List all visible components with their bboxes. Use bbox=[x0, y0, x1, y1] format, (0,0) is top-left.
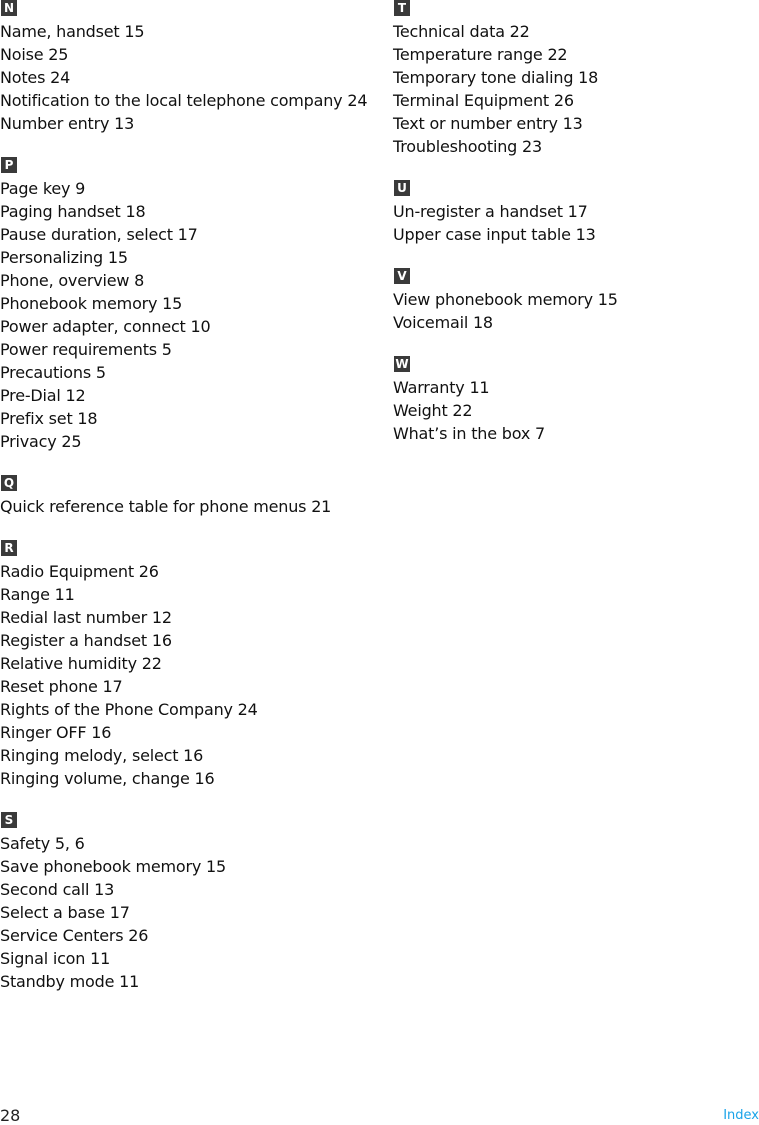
letter-row bbox=[393, 180, 759, 200]
section-title: Index bbox=[723, 1108, 759, 1123]
letter-badge: V bbox=[394, 268, 410, 284]
index-entry: Notes 24 bbox=[0, 68, 71, 87]
index-entry: Rights of the Phone Company 24 bbox=[0, 700, 258, 719]
index-entry: Pre-Dial 12 bbox=[0, 386, 86, 405]
index-entry: Technical data 22 bbox=[393, 22, 530, 41]
index-entry: Quick reference table for phone menus 21 bbox=[0, 497, 332, 516]
index-column-right bbox=[393, 0, 759, 467]
index-entry: Phone, overview 8 bbox=[0, 271, 145, 290]
index-entry: Power requirements 5 bbox=[0, 340, 172, 359]
index-entry: Troubleshooting 23 bbox=[393, 137, 542, 156]
page-number: 28 bbox=[0, 1106, 21, 1125]
index-entry: Service Centers 26 bbox=[0, 926, 149, 945]
index-section-n bbox=[0, 0, 390, 135]
letter-row bbox=[393, 0, 759, 20]
index-section-t bbox=[393, 0, 759, 158]
index-entry: Safety 5, 6 bbox=[0, 834, 85, 853]
index-entry: Reset phone 17 bbox=[0, 677, 123, 696]
index-entry: Signal icon 11 bbox=[0, 949, 111, 968]
letter-badge: Q bbox=[1, 475, 17, 491]
index-section-v bbox=[393, 268, 759, 334]
index-entry: Terminal Equipment 26 bbox=[393, 91, 574, 110]
index-section-u bbox=[393, 180, 759, 246]
index-entry: Prefix set 18 bbox=[0, 409, 98, 428]
letter-badge: W bbox=[395, 357, 409, 371]
index-section-r bbox=[0, 540, 390, 790]
index-entry: Range 11 bbox=[0, 585, 75, 604]
index-entry: Precautions 5 bbox=[0, 363, 106, 382]
index-entry: Voicemail 18 bbox=[393, 313, 493, 332]
index-entry: Paging handset 18 bbox=[0, 202, 146, 221]
index-entry: What’s in the box 7 bbox=[393, 424, 545, 443]
index-entry: Name, handset 15 bbox=[0, 22, 145, 41]
index-entry: Number entry 13 bbox=[0, 114, 135, 133]
letter-row bbox=[0, 540, 390, 560]
letter-row bbox=[0, 0, 390, 20]
letter-badge: U bbox=[394, 180, 410, 196]
index-entry: Select a base 17 bbox=[0, 903, 130, 922]
index-entry: Ringing volume, change 16 bbox=[0, 769, 215, 788]
index-entry: Un-register a handset 17 bbox=[393, 202, 588, 221]
index-entry: Register a handset 16 bbox=[0, 631, 172, 650]
index-section-w bbox=[393, 356, 759, 445]
index-entry: Personalizing 15 bbox=[0, 248, 128, 267]
letter-badge: S bbox=[1, 812, 17, 828]
index-entry: Pause duration, select 17 bbox=[0, 225, 198, 244]
index-entry: View phonebook memory 15 bbox=[393, 290, 618, 309]
index-entry: Weight 22 bbox=[393, 401, 473, 420]
index-entry: Page key 9 bbox=[0, 179, 86, 198]
index-section-q bbox=[0, 475, 390, 518]
letter-row bbox=[0, 475, 390, 495]
index-entry: Redial last number 12 bbox=[0, 608, 172, 627]
letter-badge: T bbox=[394, 0, 410, 16]
index-entry: Save phonebook memory 15 bbox=[0, 857, 227, 876]
index-entry: Ringer OFF 16 bbox=[0, 723, 112, 742]
index-entry: Upper case input table 13 bbox=[393, 225, 596, 244]
letter-row bbox=[0, 157, 390, 177]
index-entry: Warranty 11 bbox=[393, 378, 490, 397]
index-entry: Phonebook memory 15 bbox=[0, 294, 183, 313]
index-entry: Power adapter, connect 10 bbox=[0, 317, 211, 336]
index-entry: Temperature range 22 bbox=[393, 45, 568, 64]
index-column-left bbox=[0, 0, 390, 1015]
index-section-s bbox=[0, 812, 390, 993]
index-entry: Temporary tone dialing 18 bbox=[393, 68, 599, 87]
letter-row bbox=[393, 356, 759, 376]
index-entry: Noise 25 bbox=[0, 45, 69, 64]
letter-row bbox=[393, 268, 759, 288]
index-entry: Privacy 25 bbox=[0, 432, 82, 451]
index-entry: Second call 13 bbox=[0, 880, 115, 899]
index-section-p bbox=[0, 157, 390, 453]
letter-badge: N bbox=[1, 0, 17, 16]
index-entry: Text or number entry 13 bbox=[393, 114, 583, 133]
index-entry: Standby mode 11 bbox=[0, 972, 140, 991]
index-entry: Notification to the local telephone company 24 bbox=[0, 91, 368, 110]
letter-badge: R bbox=[1, 540, 17, 556]
index-entry: Radio Equipment 26 bbox=[0, 562, 159, 581]
index-entry: Relative humidity 22 bbox=[0, 654, 162, 673]
index-entry: Ringing melody, select 16 bbox=[0, 746, 204, 765]
letter-row bbox=[0, 812, 390, 832]
letter-badge: P bbox=[1, 157, 17, 173]
